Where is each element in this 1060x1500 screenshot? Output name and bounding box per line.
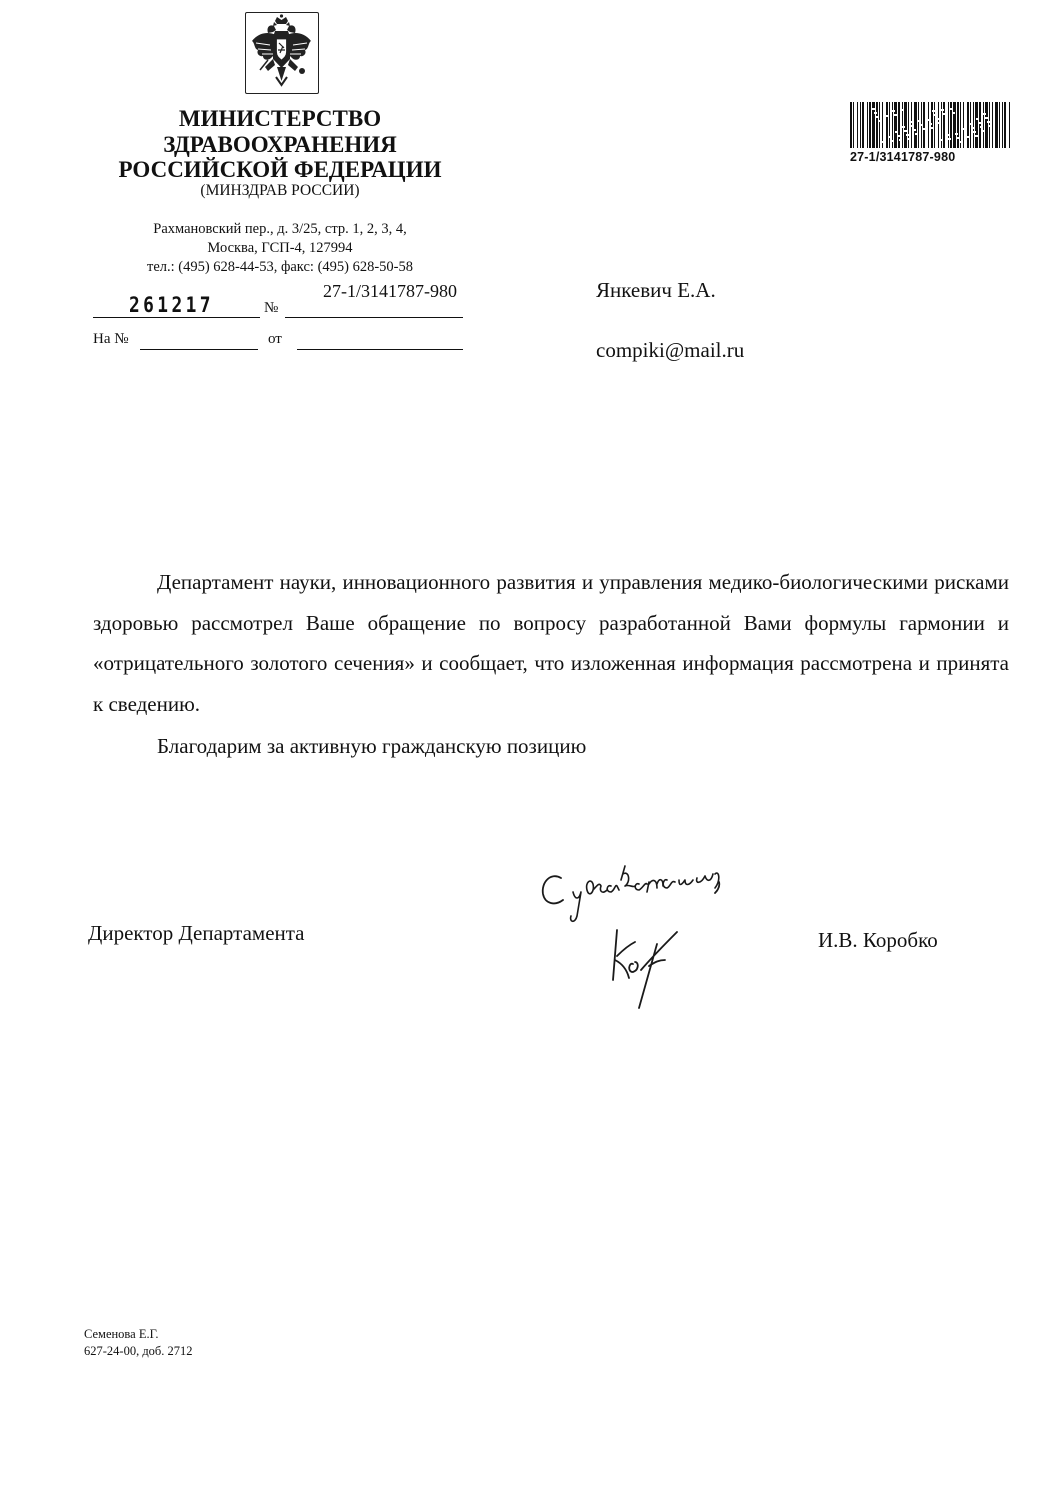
executor-name: Семенова Е.Г. [84, 1327, 159, 1341]
document-barcode [850, 102, 1012, 148]
address-line-2: Москва, ГСП-4, 127994 [207, 240, 353, 256]
ministry-name-line-2: ЗДРАВООХРАНЕНИЯ [163, 131, 397, 157]
registration-date-stamp: 261217 [129, 293, 214, 317]
signatory-position: Директор Департамента [88, 921, 305, 945]
from-date-label: от [268, 331, 282, 347]
executor-block [84, 1326, 193, 1360]
barcode-caption: 27-1/3141787-980 [850, 150, 956, 164]
from-date-line [297, 349, 463, 350]
ministry-name [110, 106, 450, 183]
ministry-name-line-3: РОССИЙСКОЙ ФЕДЕРАЦИИ [118, 157, 442, 182]
number-label: № [264, 300, 279, 316]
date-underline [93, 317, 260, 318]
recipient-email: compiki@mail.ru [596, 338, 745, 362]
handwritten-signature [535, 860, 775, 1030]
body-paragraph-2: Благодарим за активную гражданскую позицию [157, 734, 587, 758]
address-line-1: Рахмановский пер., д. 3/25, стр. 1, 2, 3, 4, [153, 221, 407, 237]
body-paragraph-1: Департамент науки, инновационного развития и управления медико-биологическими рисками здоровью рассмотрел Ваше обращение по вопросу разработанной Вами формулы гармонии и «отрицательного золотого сечения» и сообщает, что изложенная информация рассмотрена и принята к сведению. [93, 570, 1009, 716]
reply-to-number-line [140, 349, 258, 350]
contact-phone-line: тел.: (495) 628-44-53, факс: (495) 628-50-58 [146, 259, 414, 275]
executor-phone: 627-24-00, доб. 2712 [84, 1344, 193, 1358]
ministry-name-line-1: МИНИСТЕРСТВО [178, 106, 382, 131]
ministry-short-name: (МИНЗДРАВ РОССИИ) [200, 182, 360, 199]
number-underline [285, 317, 463, 318]
recipient-name: Янкевич Е.А. [596, 278, 716, 302]
coat-of-arms-emblem [245, 12, 319, 94]
reply-to-label: На № [93, 331, 129, 347]
registration-number: 27-1/3141787-980 [323, 281, 457, 301]
signatory-name: И.В. Коробко [818, 928, 938, 952]
